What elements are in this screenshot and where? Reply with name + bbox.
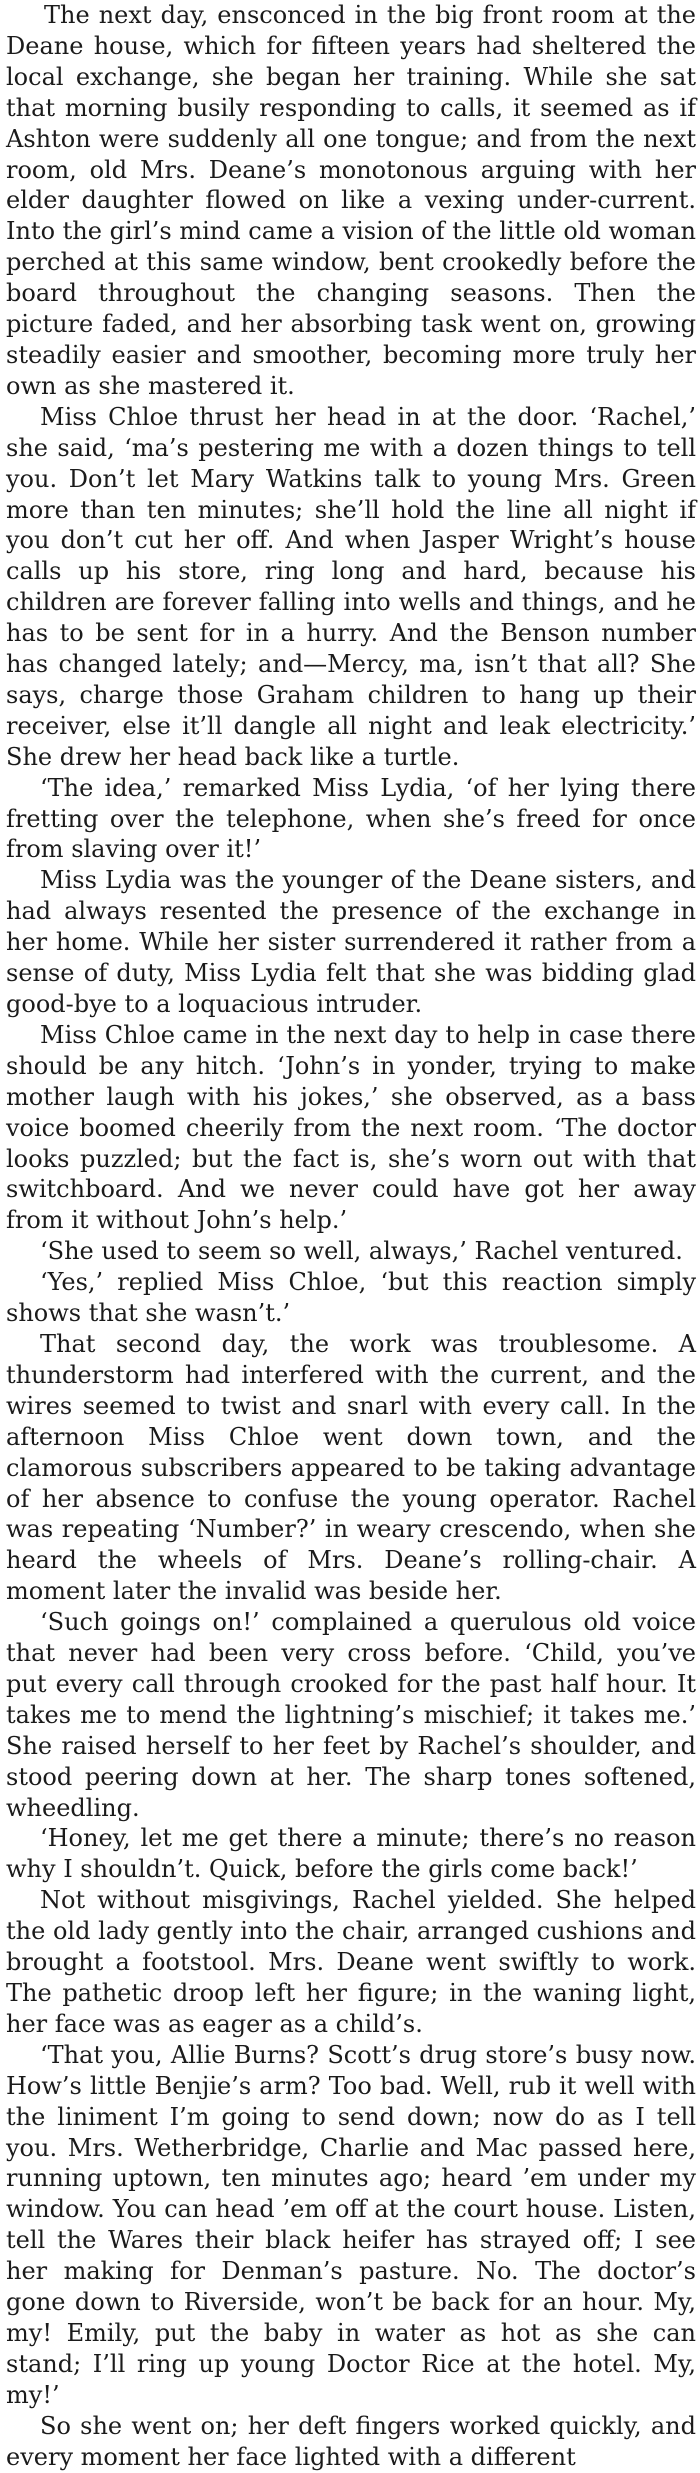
paragraph-2: Miss Chloe thrust her head in at the door. ‘Rachel,’ she said, ‘ma’s pestering me with a dozen things to tell you. Don’t let Mary Watkins talk to young Mrs. Green more than ten minutes; she’ll hold the line all night if you don’t cut her off. And when Jasper Wright’s house calls up his store, ring long and hard, because his children are forever falling into wells and things, and he has to be sent for in a hurry. And the Benson number has changed lately; and—Mercy, ma, isn’t that all? She says, charge those Graham children to hang up their receiver, else it’ll dangle all night and leak electricity.’ She drew her head back like a turtle. — [6, 402, 696, 771]
paragraph-12: ‘That you, Allie Burns? Scott’s drug store’s busy now. How’s little Benjie’s arm? Too bad. Well, rub it well with the liniment I’m going to send down; now do as I tell you. Mrs. Wetherbridge, Charlie and Mac passed here, running uptown, ten minutes ago; heard ’em under my window. You can head ’em off at the court house. Listen, tell the Wares their black heifer has strayed off; I see her making for Denman’s pasture. No. The doctor’s gone down to Riverside, won’t be back for an hour. My, my! Emily, put the baby in water as hot as she can stand; I’ll ring up young Doctor Rice at the hotel. My, my!’ — [6, 2040, 696, 2409]
paragraph-6: ‘She used to seem so well, always,’ Rachel ventured. — [40, 1237, 683, 1266]
paragraph-13: So she went on; her deft fingers worked quickly, and every moment her face lighted with a different — [6, 2411, 696, 2471]
paragraph-10: ‘Honey, let me get there a minute; there’s no reason why I shouldn’t. Quick, before the girls come back!’ — [6, 1824, 696, 1884]
paragraph-9: ‘Such goings on!’ complained a querulous old voice that never had been very cross before. ‘Child, you’ve put every call through crooked for the past half hour. It takes me to mend the lightning’s mischief; it takes me.’ She raised herself to her feet by Rachel’s shoulder, and stood peering down at her. The sharp tones softened, wheedling. — [6, 1608, 696, 1822]
paragraph-3: ‘The idea,’ remarked Miss Lydia, ‘of her lying there fretting over the telephone, when she’s freed for once from slaving over it!’ — [6, 773, 696, 864]
paragraph-11: Not without misgivings, Rachel yielded. She helped the old lady gently into the chair, arranged cushions and brought a footstool. Mrs. Deane went swiftly to work. The pathetic droop left her figure; in the waning light, her face was as eager as a child’s. — [6, 1886, 696, 2038]
paragraph-5: Miss Chloe came in the next day to help in case there should be any hitch. ‘John’s in yonder, trying to make mother laugh with his jokes,’ she observed, as a bass voice boomed cheerily from the next room. ‘The doctor looks puzzled; but the fact is, she’s worn out with that switchboard. And we never could have got her away from it without John’s help.’ — [6, 1020, 696, 1235]
paragraph-1: The next day, ensconced in the big front room at the Deane house, which for fifteen years had sheltered the local exchange, she began her training. While she sat that morning busily responding to calls, it seemed as if Ashton were suddenly all one tongue; and from the next room, old Mrs. Deane’s monotonous arguing with her elder daughter flowed on like a vexing under-current. Into the girl’s mind came a vision of the little old woman perched at this same window, bent crookedly before the board throughout the changing seasons. Then the picture faded, and her absorbing task went on, growing steadily easier and smoother, becoming more truly her own as she mastered it. — [6, 1, 696, 400]
paragraph-8: That second day, the work was troublesome. A thunderstorm had interfered with the current, and the wires seemed to twist and snarl with every call. In the afternoon Miss Chloe went down town, and the clamorous subscribers appeared to be taking advantage of her absence to confuse the young operator. Rachel was repeating ‘Number?’ in weary crescendo, when she heard the wheels of Mrs. Deane’s rolling-chair. A moment later the invalid was beside her. — [6, 1329, 696, 1606]
paragraph-4: Miss Lydia was the younger of the Deane sisters, and had always resented the presence of the exchange in her home. While her sister surrendered it rather from a sense of duty, Miss Lydia felt that she was bidding glad good-bye to a loquacious intruder. — [6, 866, 696, 1018]
paragraph-7: ‘Yes,’ replied Miss Chloe, ‘but this reaction simply shows that she wasn’t.’ — [6, 1268, 696, 1328]
